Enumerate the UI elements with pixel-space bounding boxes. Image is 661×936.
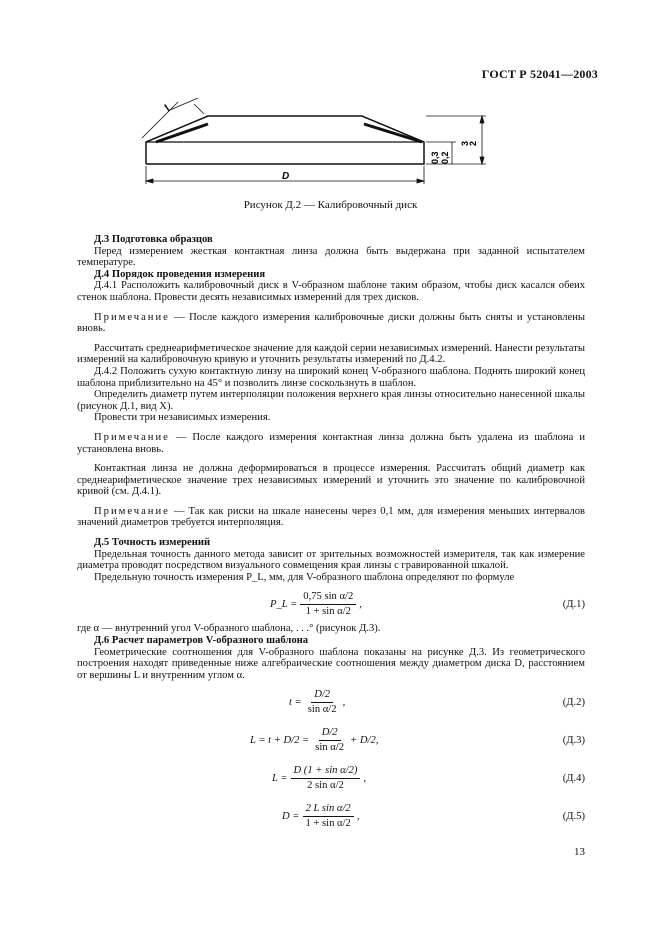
document-body bbox=[77, 234, 585, 833]
formula-fraction: $\frac{D/2}{\text{sin α/2}}$ bbox=[307, 689, 337, 715]
equation-number: (Д.3) bbox=[562, 735, 585, 747]
note-label: Примечание bbox=[94, 431, 170, 443]
section-d42-text: Д.4.2 Положить сухую контактную линзу на широкий конец V-образного шаблона. Поднять широкий конец шаблона приблизительно на 45° и позволить линзе соскользнуть в шаблон. bbox=[77, 365, 585, 389]
formula-d5: D = $\frac{\text{2 L sin α/2}}{\text{1 + sin α/2}}$ , (Д.5) bbox=[282, 803, 585, 829]
section-d6-text: Геометрические соотношения для V-образного шаблона показаны на рисунке Д.3. Из геометрического построения находят приведенные ниже алгебраические соотношения между диаметром диска D, расстоянием от вершины L и внутренним углом α. bbox=[77, 646, 585, 681]
formula-fraction: $\frac{\text{0,75 sin α/2}}{\text{1 + sin α/2}}$ bbox=[300, 591, 356, 617]
paragraph-three: Провести три независимых измерения. bbox=[94, 412, 271, 424]
equation-number: (Д.4) bbox=[562, 773, 585, 785]
label-l: l bbox=[162, 102, 173, 115]
label-0-3: 0,3 bbox=[430, 151, 440, 164]
formula-lhs: L = bbox=[272, 772, 288, 784]
paragraph-deform: Контактная линза не должна деформироваться в процессе измерения. Рассчитать общий диаметр как среднеарифметическое значение трех независимых измерений и уточнить это значение по калибровочной кривой (см. Д.4.1). bbox=[77, 463, 585, 498]
section-d4-title: Д.4 Порядок проведения измерения bbox=[94, 268, 266, 280]
paragraph-determine: Определить диаметр путем интерполяции положения верхнего края линзы относительно нанесенной шкалы (рисунок Д.1, вид Х). bbox=[77, 389, 585, 412]
figure-caption: Рисунок Д.2 — Калибровочный диск bbox=[243, 199, 418, 211]
formula-d2: t = $\frac{D/2}{\text{sin α/2}}$ , (Д.2) bbox=[289, 689, 585, 715]
formula-lhs: t = bbox=[289, 696, 302, 708]
formula-fraction: $\frac{\text{2 L sin α/2}}{\text{1 + sin α/2}}$ bbox=[302, 803, 353, 829]
section-d6-title: Д.6 Расчет параметров V-образного шаблона bbox=[94, 635, 309, 647]
formula-lhs: P_L = bbox=[270, 598, 298, 610]
formula-d3: L = t + D/2 = $\frac{D/2}{\text{sin α/2}}$ + D/2, (Д.3) bbox=[250, 727, 585, 753]
note-2: Примечание — После каждого измерения контактная линза должна быть удалена из шаблона и установлена вновь. bbox=[77, 431, 585, 455]
formula-fraction: $\frac{\text{D (1 + sin α/2)}}{\text{2 sin α/2}}$ bbox=[291, 765, 361, 791]
note-1: Примечание — После каждого измерения калибровочные диски должны быть сняты и установлены вновь. bbox=[77, 311, 585, 335]
equation-number: (Д.1) bbox=[562, 599, 585, 611]
paragraph-where: где α — внутренний угол V-образного шаблона, . . .° (рисунок Д.3). bbox=[77, 623, 381, 635]
formula-lhs: L = t + D/2 = bbox=[250, 734, 310, 746]
label-2: 2 bbox=[468, 140, 478, 146]
label-3: 3 bbox=[460, 140, 470, 146]
calibration-disk-drawing bbox=[140, 98, 500, 190]
equation-number: (Д.5) bbox=[562, 811, 585, 823]
label-0-2: 0,2 bbox=[440, 151, 450, 164]
section-d3-title: Д.3 Подготовка образцов bbox=[94, 234, 213, 245]
paragraph-calc: Рассчитать среднеарифметическое значение для каждой серии независимых измерений. Нанести результаты измерений на калибровочную кривую и уточнить результаты измерений по Д.4.2. bbox=[77, 342, 585, 366]
disk-outline bbox=[146, 116, 424, 164]
section-d5-title: Д.5 Точность измерений bbox=[94, 537, 211, 549]
label-d: D bbox=[282, 171, 290, 182]
note-label: Примечание bbox=[94, 505, 170, 517]
formula-d1: P_L = $\frac{\text{0,75 sin α/2}}{\text{1 + sin α/2}}$ , (Д.1) bbox=[270, 591, 585, 618]
formula-fraction: $\frac{D/2}{\text{sin α/2}}$ bbox=[315, 727, 345, 753]
note-label: Примечание bbox=[94, 311, 170, 323]
page-number: 13 bbox=[574, 846, 585, 858]
section-d41-text: Д.4.1 Расположить калибровочный диск в V-образном шаблоне таким образом, чтобы диск касался обеих стенок шаблона. Провести десять независимых измерений для трех дисков. bbox=[77, 280, 585, 303]
formula-d4: L = $\frac{\text{D (1 + sin α/2)}}{\text{2 sin α/2}}$ , (Д.4) bbox=[272, 765, 585, 791]
section-d3-text: Перед измерением жесткая контактная линза должна быть выдержана при заданной испытателем температуре. bbox=[77, 245, 585, 269]
note-3: Примечание — Так как риски на шкале нанесены через 0,1 мм, для измерения меньших интервалов значений диаметров требуется интерполяция. bbox=[77, 505, 585, 529]
equation-number: (Д.2) bbox=[562, 697, 585, 709]
document-header: ГОСТ Р 52041—2003 bbox=[481, 67, 598, 81]
section-d5-text-2: Предельную точность измерения P_L, мм, для V-образного шаблона определяют по формуле bbox=[94, 571, 515, 583]
section-d5-text-1: Предельная точность данного метода зависит от зрительных возможностей измерителя, так как измерение диаметра проводят посредством визуального совмещения края линзы с гравированной шкалой. bbox=[77, 548, 585, 572]
formula-lhs: D = bbox=[282, 810, 300, 822]
